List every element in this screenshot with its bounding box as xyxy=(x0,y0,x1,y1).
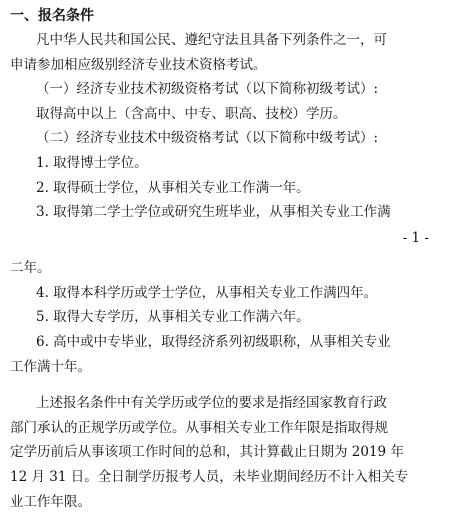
intermediate-exam-title: （二）经济专业技术中级资格考试（以下简称中级考试）: xyxy=(36,130,379,147)
note-line-5: 业工作年限。 xyxy=(10,493,91,510)
condition-item-3: 3. 取得第二学士学位或研究生班毕业，从事相关专业工作满 xyxy=(36,204,391,221)
primary-exam-title: （一）经济专业技术初级资格考试（以下简称初级考试）: xyxy=(36,81,379,98)
condition-item-6-line-1: 6. 高中或中专毕业，取得经济系列初级职称，从事相关专业 xyxy=(36,333,391,350)
page-number: - 1 - xyxy=(402,230,429,247)
intro-line-1: 凡中华人民共和国公民、遵纪守法且具备下列条件之一，可 xyxy=(36,32,387,48)
condition-item-6-line-2: 工作满十年。 xyxy=(10,358,91,375)
note-line-2: 部门承认的正规学历或学位。从事相关专业工作年限是指取得规 xyxy=(10,419,388,436)
paragraph-gap xyxy=(10,381,447,393)
intro-line-2: 申请参加相应级别经济专业技术资格考试。 xyxy=(10,56,267,73)
condition-item-4: 4. 取得本科学历或学士学位，从事相关专业工作满四年。 xyxy=(36,284,378,301)
condition-item-1: 1. 取得博士学位。 xyxy=(36,154,148,171)
note-line-3: 定学历前后从事该项工作时间的总和，其计算截止日期为 2019 年 xyxy=(10,444,404,461)
condition-item-3-continuation: 二年。 xyxy=(10,260,51,277)
condition-item-5: 5. 取得大专学历，从事相关专业工作满六年。 xyxy=(36,309,310,326)
note-line-1: 上述报名条件中有关学历或学位的要求是指经国家教育行政 xyxy=(36,395,387,412)
section-heading: 一、报名条件 xyxy=(10,8,94,24)
condition-item-2: 2. 取得硕士学位，从事相关专业工作满一年。 xyxy=(36,179,310,196)
primary-exam-requirement: 取得高中以上（含高中、中专、职高、技校）学历。 xyxy=(36,105,347,122)
note-line-4: 12 月 31 日。全日制学历报考人员，未毕业期间经历不计入相关专 xyxy=(10,468,409,485)
